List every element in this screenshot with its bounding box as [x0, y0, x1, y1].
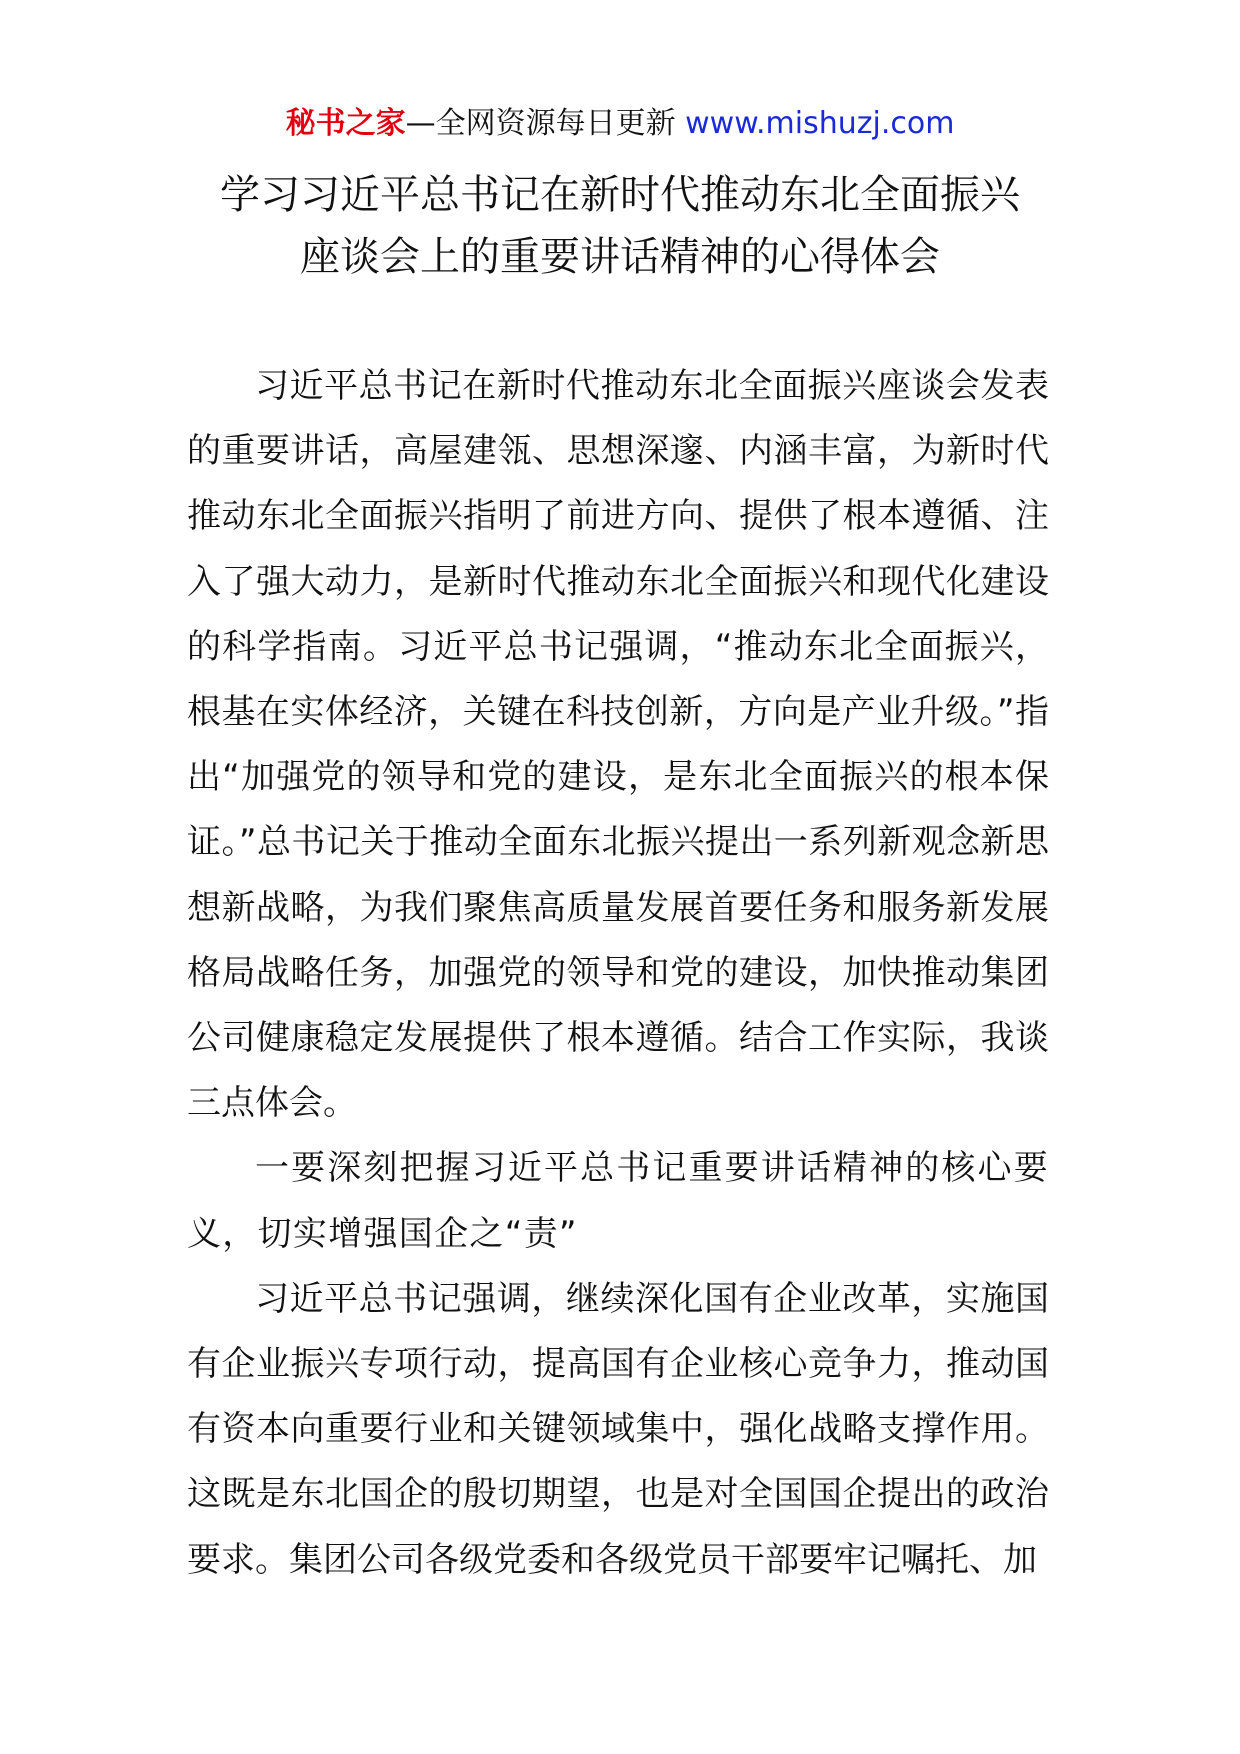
body-paragraph-intro: 习近平总书记在新时代推动东北全面振兴座谈会发表的重要讲话，高屋建瓴、思想深邃、内涵丰富，为新时代推动东北全面振兴指明了前进方向、提供了根本遵循、注入了强大动力，是新时代推动东北全面振兴和现代化建设的科学指南。习近平总书记强调，“推动东北全面振兴，根基在实体经济，关键在科技创新，方向是产业升级。”指出“加强党的领导和党的建设，是东北全面振兴的根本保证。”总书记关于推动全面东北振兴提出一系列新观念新思想新战略，为我们聚焦高质量发展首要任务和服务新发展格局战略任务，加强党的领导和党的建设，加快推动集团公司健康稳定发展提供了根本遵循。结合工作实际，我谈三点体会。	[187, 366, 1049, 1124]
header-tagline: —全网资源每日更新	[405, 106, 676, 141]
document-title-line-1: 学习习近平总书记在新时代推动东北全面振兴	[220, 172, 1020, 218]
site-url-link[interactable]: www.mishuzj.com	[685, 106, 955, 141]
document-body	[187, 354, 1049, 1593]
site-header	[0, 102, 1240, 146]
brand-name: 秘书之家	[285, 106, 406, 141]
document-title-line-2: 座谈会上的重要讲话精神的心得体会	[300, 234, 940, 280]
section-heading-1: 一要深刻把握习近平总书记重要讲话精神的核心要义，切实增强国企之“责”	[187, 1148, 1049, 1254]
body-paragraph-section-1: 习近平总书记强调，继续深化国有企业改革，实施国有企业振兴专项行动，提高国有企业核心竞争力，推动国有资本向重要行业和关键领域集中，强化战略支撑作用。这既是东北国企的殷切期望，也是对全国国企提出的政治要求。集团公司各级党委和各级党员干部要牢记嘱托、加	[187, 1278, 1049, 1580]
document-title	[0, 164, 1240, 288]
